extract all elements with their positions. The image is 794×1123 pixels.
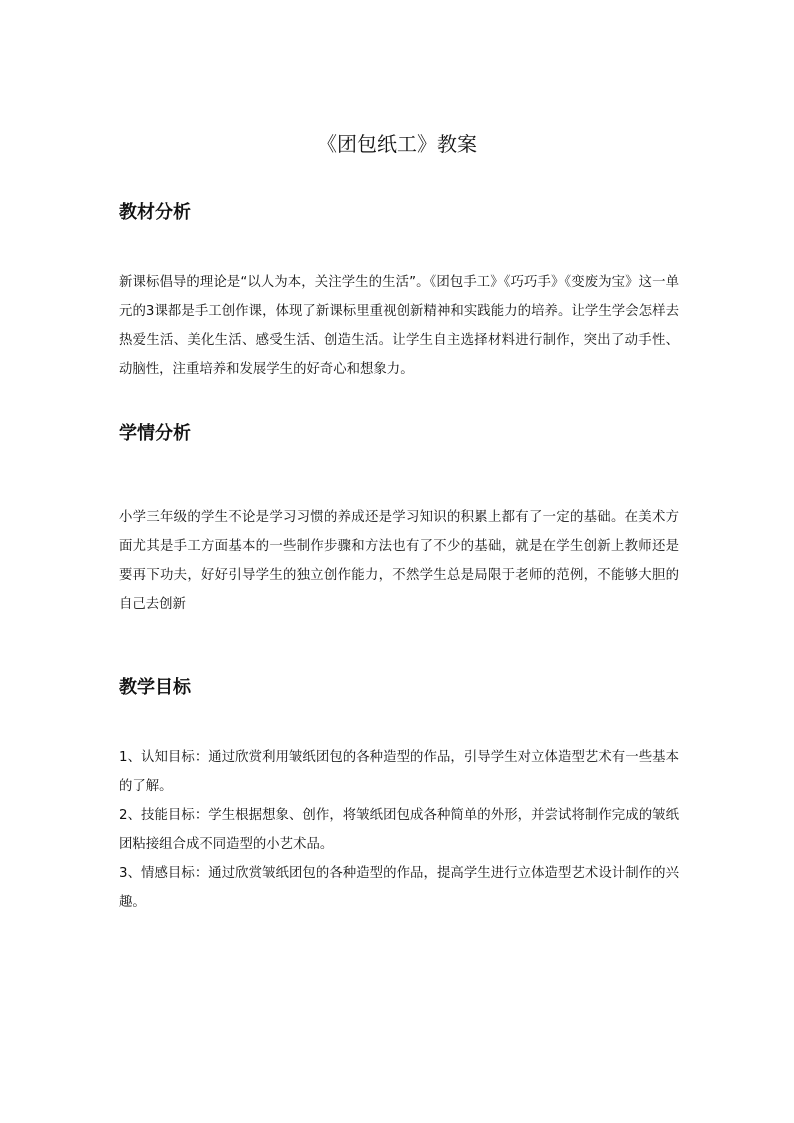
textbook-analysis-paragraph: 新课标倡导的理论是“以人为本，关注学生的生活”。《团包手工》《巧巧手》《变废为宝》这一单元的3课都是手工创作课，体现了新课标里重视创新精神和实践能力的培养。让学生学会怎样去热爱生活、美化生活、感受生活、创造生活。让学生自主选择材料进行制作，突出了动手性、动脑性，注重培养和发展学生的好奇心和想象力。 [119, 275, 679, 377]
teaching-objectives-list [119, 743, 679, 917]
student-analysis-paragraph: 小学三年级的学生不论是学习习惯的养成还是学习知识的积累上都有了一定的基础。在美术方面尤其是手工方面基本的一些制作步骤和方法也有了不少的基础，就是在学生创新上教师还是要再下功夫，好好引导学生的独立创作能力，不然学生总是局限于老师的范例，不能够大胆的自己去创新 [119, 510, 679, 612]
section-heading-student-analysis: 学情分析 [119, 423, 191, 444]
section-heading-textbook-analysis: 教材分析 [119, 202, 191, 223]
objective-emotional: 3、情感目标：通过欣赏皱纸团包的各种造型的作品，提高学生进行立体造型艺术设计制作的兴趣。 [119, 866, 679, 910]
document-title: 《团包纸工》教案 [317, 132, 477, 156]
objective-cognitive: 1、认知目标：通过欣赏利用皱纸团包的各种造型的作品，引导学生对立体造型艺术有一些基本的了解。 [119, 750, 679, 794]
objective-skill: 2、技能目标：学生根据想象、创作，将皱纸团包成各种简单的外形，并尝试将制作完成的皱纸团粘接组合成不同造型的小艺术品。 [119, 808, 679, 852]
section-heading-teaching-objectives: 教学目标 [119, 677, 191, 698]
